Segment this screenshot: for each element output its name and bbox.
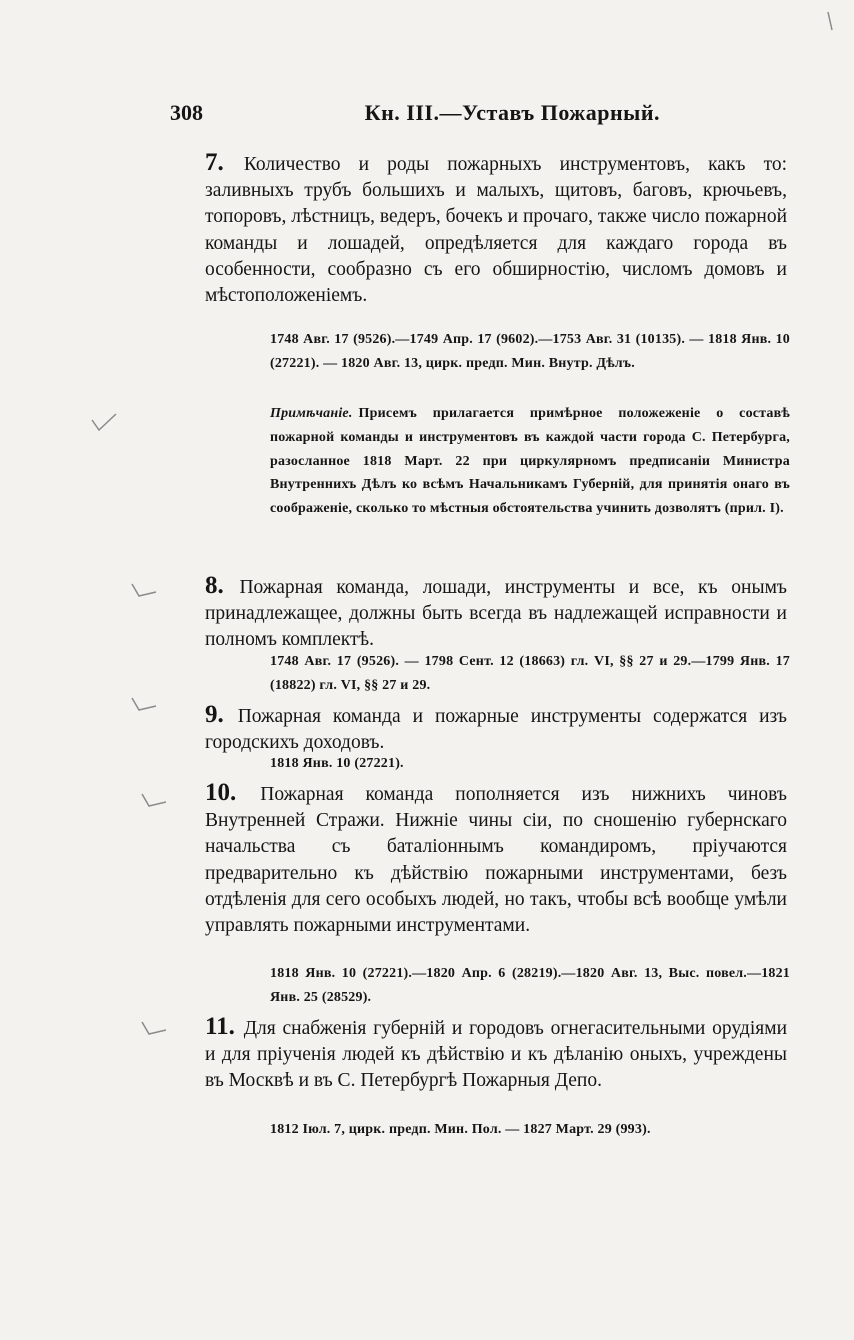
running-title: Кн. III.—Уставъ Пожарный. <box>364 100 660 125</box>
check-mark-icon <box>130 692 158 714</box>
check-mark-icon <box>822 10 850 32</box>
article-8 <box>205 573 787 654</box>
article-11-references: 1812 Іюл. 7, цирк. предп. Мин. Пол. — 1827 Март. 29 (993). <box>270 1122 651 1137</box>
article-text: Пожарная команда пополняется изъ нижнихъ чиновъ Внутренней Стражи. Нижніе чины сіи, по сношенію губернскаго начальства съ баталіоннымъ командиромъ, пріучаются предварительно къ дѣйствію пожарными инструментами, безъ отдѣленія для сего особыхъ людей, но такъ, чтобы всѣ вообще умѣли управлять пожарными инструментами. <box>205 784 787 937</box>
article-10 <box>205 780 787 939</box>
article-7-note <box>270 402 790 521</box>
article-text: Пожарная команда, лошади, инструменты и все, къ онымъ принадлежащее, должны быть всегда въ надлежащей исправности и полномъ комплектѣ. <box>205 577 788 651</box>
check-mark-icon <box>140 788 168 810</box>
page-number: 308 <box>170 100 203 125</box>
article-number: 9. <box>205 701 224 728</box>
note-label: Примѣчаніе. <box>270 406 353 421</box>
article-9 <box>205 702 787 756</box>
note-text: Присемъ прилагается примѣрное положеженіе о составѣ пожарной команды и инструментовъ въ каждой части города С. Петербурга, разосланное 1818 Март. 22 при циркулярномъ предписаніи Министра Внутреннихъ Дѣлъ ко всѣмъ Начальникамъ Губерній, для принятія онаго въ соображеніе, сколько то мѣстныя обстоятельства учинить дозволятъ (прил. I). <box>270 406 790 517</box>
article-text: Количество и роды пожарныхъ инструментовъ, какъ то: заливныхъ трубъ большихъ и малыхъ, щитовъ, баговъ, крючьевъ, топоровъ, лѣстницъ, ведеръ, бочекъ и прочаго, также число пожарной команды и лошадей, опредѣляется для каждаго города въ особенности, сообразно съ его обширностію, числомъ домовъ и мѣстоположеніемъ. <box>205 154 788 307</box>
check-mark-icon <box>130 578 158 600</box>
article-11 <box>205 1014 787 1095</box>
article-7 <box>205 150 787 309</box>
article-9-references: 1818 Янв. 10 (27221). <box>270 756 404 771</box>
check-mark-icon <box>140 1016 168 1038</box>
article-10-references: 1818 Янв. 10 (27221).—1820 Апр. 6 (28219).—1820 Авг. 13, Выс. повел.—1821 Янв. 25 (28529). <box>270 966 790 1005</box>
check-mark-icon <box>90 412 118 434</box>
article-7-references: 1748 Авг. 17 (9526).—1749 Апр. 17 (9602).—1753 Авг. 31 (10135). — 1818 Янв. 10 (27221). — 1820 Авг. 13, цирк. предп. Мин. Внутр. Дѣлъ. <box>270 332 790 371</box>
article-text: Пожарная команда и пожарные инструменты содержатся изъ городскихъ доходовъ. <box>205 706 787 754</box>
article-text: Для снабженія губерній и городовъ огнегасительными орудіями и для пріученія людей къ дѣйствію и къ дѣланію оныхъ, учреждены въ Москвѣ и въ С. Петербургѣ Пожарныя Депо. <box>205 1018 788 1092</box>
article-number: 7. <box>205 149 224 176</box>
page-header <box>170 100 660 130</box>
article-number: 10. <box>205 779 237 806</box>
article-number: 8. <box>205 572 224 599</box>
article-8-references: 1748 Авг. 17 (9526). — 1798 Сент. 12 (18663) гл. VI, §§ 27 и 29.—1799 Янв. 17 (18822) гл. VI, §§ 27 и 29. <box>270 654 790 693</box>
article-number: 11. <box>205 1013 235 1040</box>
